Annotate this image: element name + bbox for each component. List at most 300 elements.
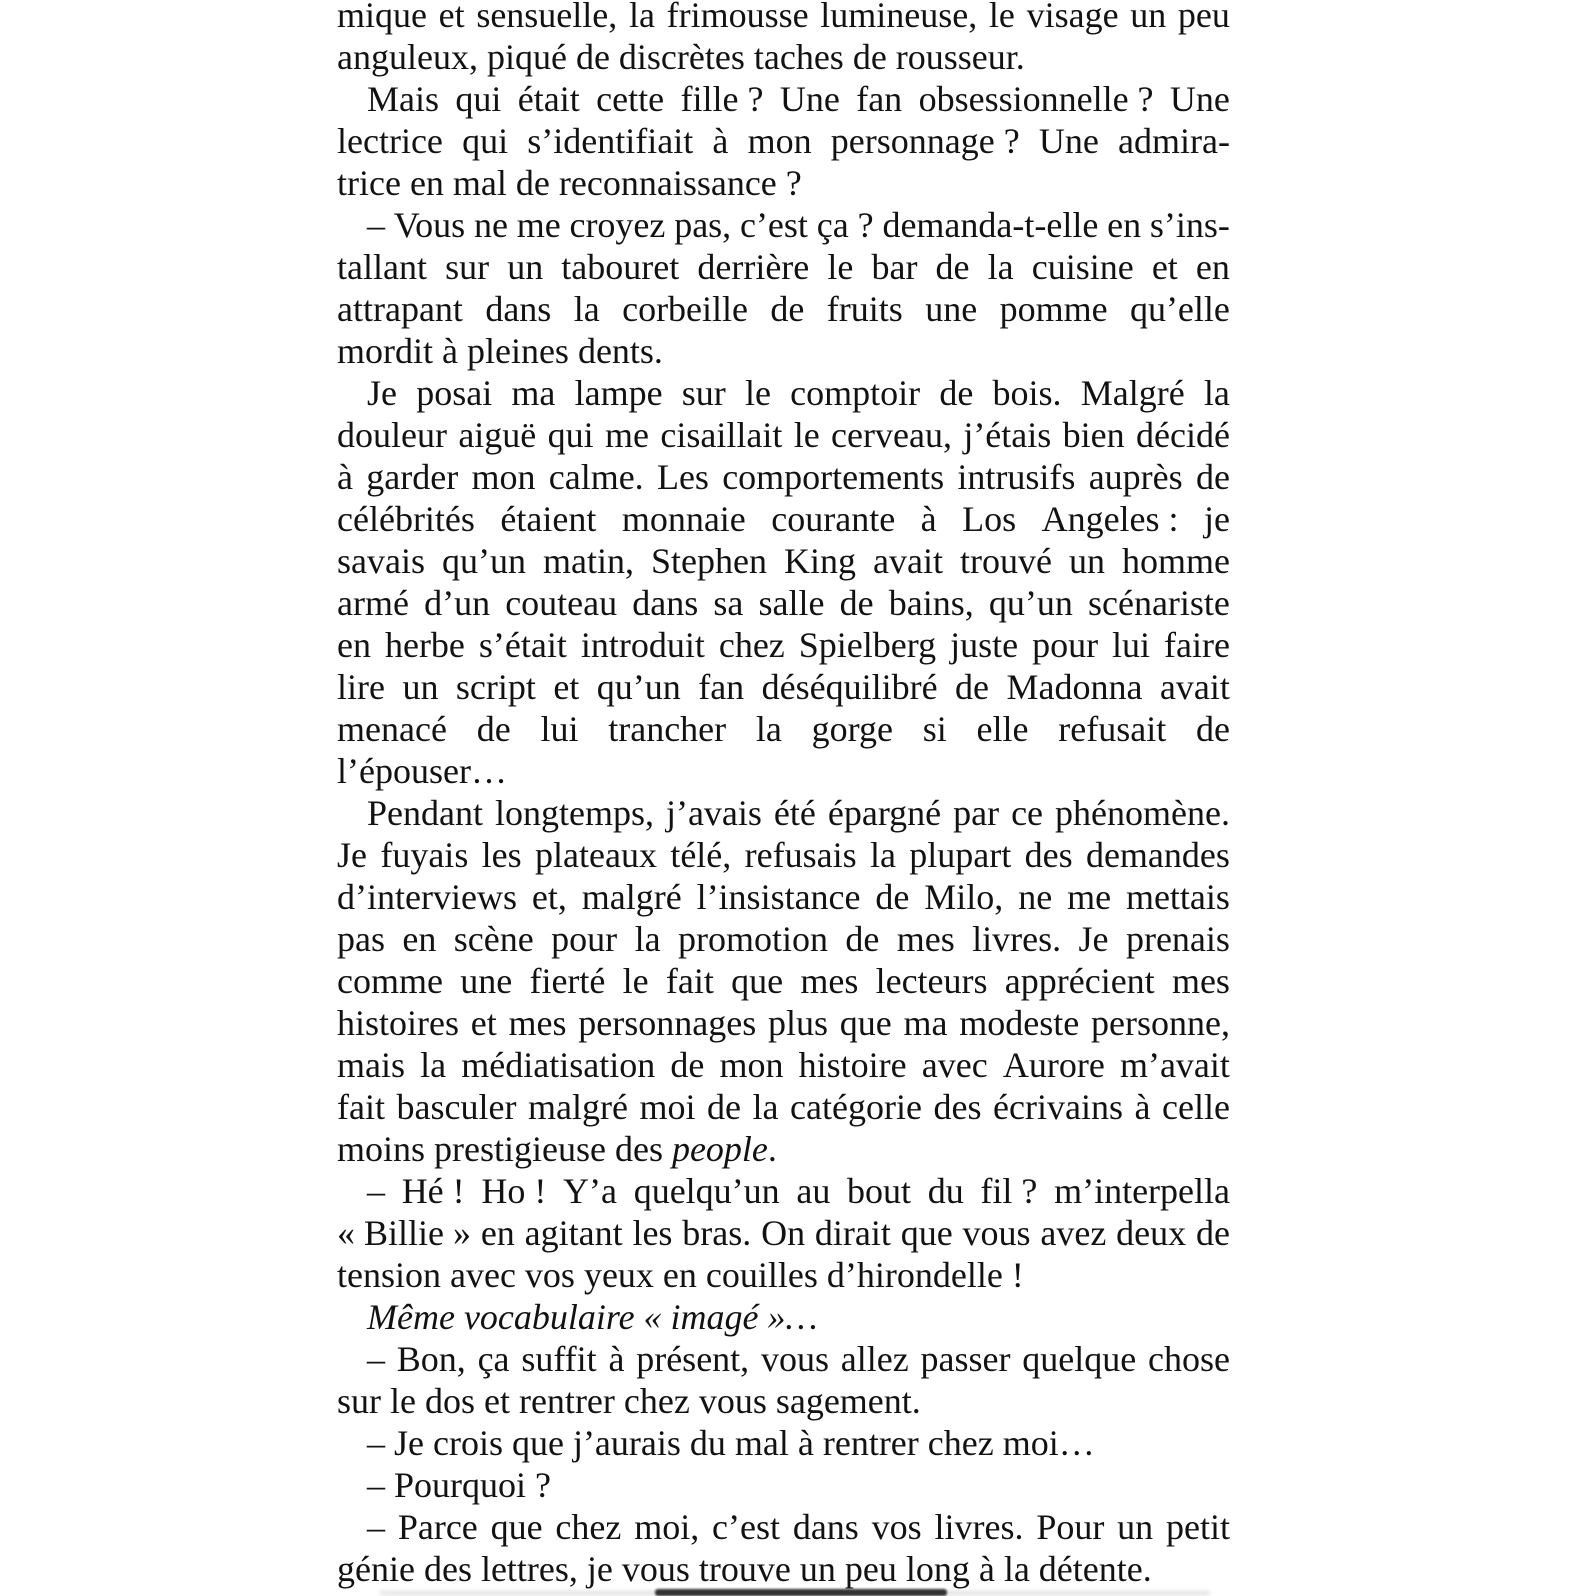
word: j’avais (665, 793, 762, 833)
word: Aurore (1002, 1045, 1105, 1085)
word: Je (367, 373, 397, 413)
word: si (922, 709, 947, 749)
word: dans (792, 1507, 859, 1547)
word: lampe (574, 373, 663, 413)
word: mais (337, 1045, 405, 1085)
text-segment: tension avec vos yeux en couilles d’hirondelle ! (337, 1255, 1024, 1295)
text-segment: sur le dos et rentrer chez vous sagement. (337, 1381, 921, 1421)
word: des (933, 1087, 982, 1127)
word: quelque (1022, 1339, 1137, 1379)
paragraph (337, 792, 1230, 1170)
word: tallant (337, 247, 427, 287)
word: de (707, 1087, 741, 1127)
word: s’était (478, 625, 567, 665)
word: Bon, (396, 1339, 466, 1379)
word: Parce (397, 1507, 478, 1547)
word: fuyais (380, 835, 469, 875)
text-line (337, 1128, 1230, 1170)
text-line (337, 288, 1230, 330)
paragraph (337, 1170, 1230, 1296)
paragraph (337, 1338, 1230, 1422)
word: scénariste (1087, 583, 1230, 623)
word: télé, (670, 835, 732, 875)
word: – (367, 1171, 385, 1211)
word: histoires (337, 1003, 459, 1043)
word: les (481, 835, 522, 875)
word: cette (596, 79, 665, 119)
text-line (337, 834, 1230, 876)
word: ne (1018, 877, 1053, 917)
word: vous (760, 1339, 829, 1379)
paragraph (337, 372, 1230, 792)
word: refusait (1058, 709, 1167, 749)
word: tabouret (561, 247, 680, 287)
word: déséquilibré (761, 667, 938, 707)
word: de (476, 709, 511, 749)
text-line (337, 876, 1230, 918)
text-segment: anguleux, piqué de discrètes taches de rousseur. (337, 37, 1025, 77)
word: Pour (1036, 1507, 1105, 1547)
word: qu’elle (1129, 289, 1230, 329)
text-segment: mordit à pleines dents. (337, 331, 663, 371)
word: pas, (674, 205, 732, 245)
word: médiatisation (461, 1045, 656, 1085)
word: une (925, 289, 978, 329)
word: lire (337, 667, 385, 707)
text-line (337, 372, 1230, 414)
word: de (845, 919, 880, 959)
word: dans (632, 583, 699, 623)
word: faire (1164, 625, 1230, 665)
word: bois. (992, 373, 1062, 413)
word: modeste (959, 1003, 1080, 1043)
text-line (337, 1422, 1230, 1464)
word: ma (903, 1003, 948, 1043)
word: celle (1162, 1087, 1230, 1127)
word: Spielberg (798, 625, 937, 665)
word: célébrités (337, 499, 475, 539)
text-segment: l’épouser… (337, 751, 507, 791)
word: passer (920, 1339, 1011, 1379)
word: m’interpella (1054, 1171, 1230, 1211)
text-segment: moins prestigieuse des (337, 1129, 672, 1169)
word: cuisine (1031, 247, 1134, 287)
word: en (1195, 247, 1230, 287)
word: la (634, 919, 661, 959)
text-line (337, 1254, 1230, 1296)
word: Stephen (651, 541, 767, 581)
word: petit (1165, 1507, 1230, 1547)
paragraph (337, 1422, 1230, 1464)
word: armé (337, 583, 409, 623)
word: avait (1159, 667, 1230, 707)
word: d’interviews (337, 877, 517, 917)
word: monnaie (621, 499, 746, 539)
word: et (470, 1003, 497, 1043)
word: personnage ? (830, 121, 1020, 161)
word: lui (1112, 625, 1151, 665)
text-line (337, 0, 1230, 36)
text-line (337, 1464, 1230, 1506)
paragraph (337, 204, 1230, 372)
word: Pendant (367, 793, 483, 833)
text-segment: trice en mal de reconnaissance ? (337, 163, 802, 203)
word: et (438, 0, 465, 35)
word: et (553, 667, 580, 707)
text-line (337, 162, 1230, 204)
word: Y’a (563, 1171, 617, 1211)
word: de (935, 247, 970, 287)
word: gorge (811, 709, 893, 749)
word: qui (462, 121, 509, 161)
word: mon (747, 121, 812, 161)
word: vos (871, 1507, 922, 1547)
text-line (337, 1170, 1230, 1212)
word: la (755, 709, 782, 749)
word: que (900, 1213, 953, 1253)
word: sur (681, 373, 726, 413)
word: le (827, 247, 854, 287)
word: – (367, 1339, 385, 1379)
word: douleur (337, 415, 447, 455)
text-line (337, 1296, 1230, 1338)
word: moi (639, 1087, 696, 1127)
word: ça ? (816, 205, 874, 245)
word: qui (455, 79, 502, 119)
word: moi, (634, 1507, 700, 1547)
word: derrière (697, 247, 810, 287)
word: introduit (580, 625, 705, 665)
word: mique (337, 0, 427, 35)
word: l’insistance (696, 877, 861, 917)
word: un (1130, 0, 1167, 35)
word: lecteurs (875, 961, 988, 1001)
word: juste (950, 625, 1019, 665)
word: trouvé (960, 541, 1052, 581)
word: malgré (527, 1087, 628, 1127)
word: m’avait (1119, 1045, 1230, 1085)
word: savais (337, 541, 425, 581)
word: scène (453, 919, 534, 959)
word: me (516, 205, 561, 245)
text-line (337, 1380, 1230, 1422)
word: au (796, 1171, 831, 1211)
word: agitant (524, 1213, 623, 1253)
word: croyez (569, 205, 666, 245)
text-line (337, 120, 1230, 162)
word: refusais (744, 835, 857, 875)
word: à (920, 499, 937, 539)
word: chez (718, 625, 785, 665)
word: lui (540, 709, 579, 749)
word: en (1107, 205, 1142, 245)
word: personnages (578, 1003, 757, 1043)
word: mon (719, 1045, 784, 1085)
word: par (953, 793, 1000, 833)
word: « Billie » (337, 1213, 471, 1253)
text-line (337, 1506, 1230, 1548)
word: fan (856, 79, 903, 119)
word: je (1204, 499, 1230, 539)
paragraph (337, 0, 1230, 78)
word: qui (547, 415, 594, 455)
word: pour (1032, 625, 1099, 665)
word: – (367, 205, 385, 245)
text-segment: Même vocabulaire « imagé »… (367, 1297, 818, 1337)
text-line (337, 78, 1230, 120)
word: prenais (1125, 919, 1230, 959)
word: Mais (367, 79, 439, 119)
word: de (839, 583, 874, 623)
word: livres. (972, 919, 1062, 959)
word: que (731, 961, 784, 1001)
text-line (337, 498, 1230, 540)
word: le (744, 373, 771, 413)
text-line (337, 750, 1230, 792)
text-line (337, 204, 1230, 246)
text-line (337, 666, 1230, 708)
word: j’étais (963, 415, 1052, 455)
text-line (337, 1086, 1230, 1128)
word: Malgré (1080, 373, 1185, 413)
word: personne, (1091, 1003, 1230, 1043)
word: pour (551, 919, 618, 959)
word: frimousse (666, 0, 809, 35)
word: le (793, 415, 820, 455)
word: pomme (999, 289, 1108, 329)
word: de (1195, 457, 1230, 497)
word: catégorie (790, 1087, 922, 1127)
word: la (420, 1045, 447, 1085)
word: Vous (393, 205, 466, 245)
word: couteau (505, 583, 618, 623)
word: script (455, 667, 536, 707)
word: garder (366, 457, 459, 497)
text-line (337, 540, 1230, 582)
word: et, (531, 877, 567, 917)
word: Je (337, 835, 367, 875)
word: me (1067, 877, 1112, 917)
word: des (1024, 835, 1073, 875)
word: Milo, (924, 877, 1004, 917)
word: à (712, 121, 729, 161)
word: intrusifs (957, 457, 1076, 497)
word: en (402, 919, 437, 959)
word: Une (1038, 121, 1099, 161)
word: présent, (636, 1339, 750, 1379)
word: fierté (529, 961, 606, 1001)
word: ça (477, 1339, 510, 1379)
text-line (337, 582, 1230, 624)
word: été (773, 793, 816, 833)
word: sur (445, 247, 490, 287)
word: corbeille (622, 289, 749, 329)
word: la (628, 0, 655, 35)
word: Je (1078, 919, 1109, 959)
word: qu’un (442, 541, 526, 581)
word: s’ins- (1149, 205, 1230, 245)
word: que (490, 1507, 543, 1547)
word: comptoir (790, 373, 921, 413)
word: du (927, 1171, 964, 1211)
word: bar (871, 247, 918, 287)
word: qu’un (596, 667, 681, 707)
word: calme. (548, 457, 644, 497)
paragraph (337, 1506, 1230, 1590)
word: quelqu’un (633, 1171, 780, 1211)
word: posai (416, 373, 493, 413)
word: King (784, 541, 857, 581)
word: le (988, 0, 1015, 35)
word: mes (508, 1003, 567, 1043)
word: de (955, 667, 990, 707)
word: allez (840, 1339, 909, 1379)
word: livres. (934, 1507, 1024, 1547)
word: ma (511, 373, 556, 413)
word: avez (1040, 1213, 1107, 1253)
text-segment: people (671, 1129, 768, 1169)
word: obsessionnelle ? (918, 79, 1154, 119)
word: fan (698, 667, 745, 707)
word: Ho ! (481, 1171, 547, 1211)
word: mes (800, 961, 859, 1001)
word: fait (665, 961, 714, 1001)
word: phénomène. (1055, 793, 1230, 833)
text-segment: . (767, 1129, 777, 1169)
word: Une (1169, 79, 1230, 119)
word: à (608, 1339, 625, 1379)
word: la (752, 1087, 779, 1127)
word: Los (962, 499, 1017, 539)
word: une (460, 961, 513, 1001)
paragraph (337, 1296, 1230, 1338)
word: herbe (384, 625, 465, 665)
word: mes (1171, 961, 1230, 1001)
text-line (337, 456, 1230, 498)
word: étaient (500, 499, 597, 539)
word: ne (473, 205, 508, 245)
word: fil ? (980, 1171, 1038, 1211)
word: c’est (712, 1507, 780, 1547)
word: demandes (1085, 835, 1230, 875)
word: avec (921, 1045, 988, 1085)
word: Les (656, 457, 709, 497)
word: qu’un (988, 583, 1073, 623)
text-line (337, 246, 1230, 288)
word: Hé ! (401, 1171, 465, 1211)
word: Madonna (1006, 667, 1143, 707)
word: mettais (1125, 877, 1230, 917)
word: courante (771, 499, 896, 539)
text-segment: – Je crois que j’aurais du mal à rentrer chez moi… (367, 1423, 1095, 1463)
text-line (337, 414, 1230, 456)
word: visage (1026, 0, 1119, 35)
word: de (1195, 1213, 1230, 1253)
word: sa (713, 583, 744, 623)
word: admira- (1118, 121, 1230, 161)
word: mes (896, 919, 955, 959)
text-line (337, 708, 1230, 750)
word: peu (1177, 0, 1230, 35)
text-line (337, 1044, 1230, 1086)
word: chez (555, 1507, 622, 1547)
word: plupart (909, 835, 1012, 875)
word: cisaillait (660, 415, 783, 455)
word: plus (768, 1003, 829, 1043)
word: bains, (888, 583, 974, 623)
paragraph (337, 1464, 1230, 1506)
word: mon (471, 457, 536, 497)
word: demanda-t-elle (882, 205, 1099, 245)
text-line (337, 330, 1230, 372)
word: un (507, 247, 544, 287)
word: de (670, 1045, 705, 1085)
word: pas (337, 919, 385, 959)
word: sensuelle, (476, 0, 618, 35)
word: auprès (1088, 457, 1183, 497)
word: était (517, 79, 580, 119)
cutoff-next-line-artifact (655, 1589, 947, 1596)
word: avait (873, 541, 943, 581)
word: histoire (798, 1045, 907, 1085)
word: en (480, 1213, 515, 1253)
word: c’est (739, 205, 808, 245)
word: fait (337, 1087, 385, 1127)
word: salle (758, 583, 825, 623)
word: basculer (396, 1087, 517, 1127)
word: écrivains (993, 1087, 1123, 1127)
word: les (632, 1213, 673, 1253)
word: bien (1062, 415, 1125, 455)
word: cerveau, (831, 415, 952, 455)
word: en (337, 625, 371, 665)
text-line (337, 1002, 1230, 1044)
text-line (337, 960, 1230, 1002)
text-segment: génie des lettres, je vous trouve un peu long à la détente. (337, 1549, 1152, 1589)
text-line (337, 1212, 1230, 1254)
word: chose (1148, 1339, 1230, 1379)
word: la (869, 835, 896, 875)
word: homme (1122, 541, 1230, 581)
word: matin, (543, 541, 634, 581)
word: dans (485, 289, 552, 329)
word: apprécient (1004, 961, 1155, 1001)
word: un (402, 667, 439, 707)
word: me (605, 415, 650, 455)
text-line (337, 792, 1230, 834)
word: épargné (827, 793, 942, 833)
word: longtemps, (494, 793, 654, 833)
word: la (1203, 373, 1230, 413)
word: que (839, 1003, 892, 1043)
word: vous (962, 1213, 1031, 1253)
word: On (761, 1213, 806, 1253)
text-line (337, 1338, 1230, 1380)
word: – (367, 1507, 385, 1547)
word: de (939, 373, 974, 413)
word: et (1151, 247, 1178, 287)
word: Angeles : (1041, 499, 1179, 539)
word: ce (1011, 793, 1044, 833)
word: fille ? (680, 79, 764, 119)
word: plateaux (535, 835, 657, 875)
word: aiguë (458, 415, 537, 455)
text-line (337, 624, 1230, 666)
word: d’un (424, 583, 491, 623)
word: fruits (826, 289, 903, 329)
word: de (1195, 709, 1230, 749)
word: de (770, 289, 805, 329)
